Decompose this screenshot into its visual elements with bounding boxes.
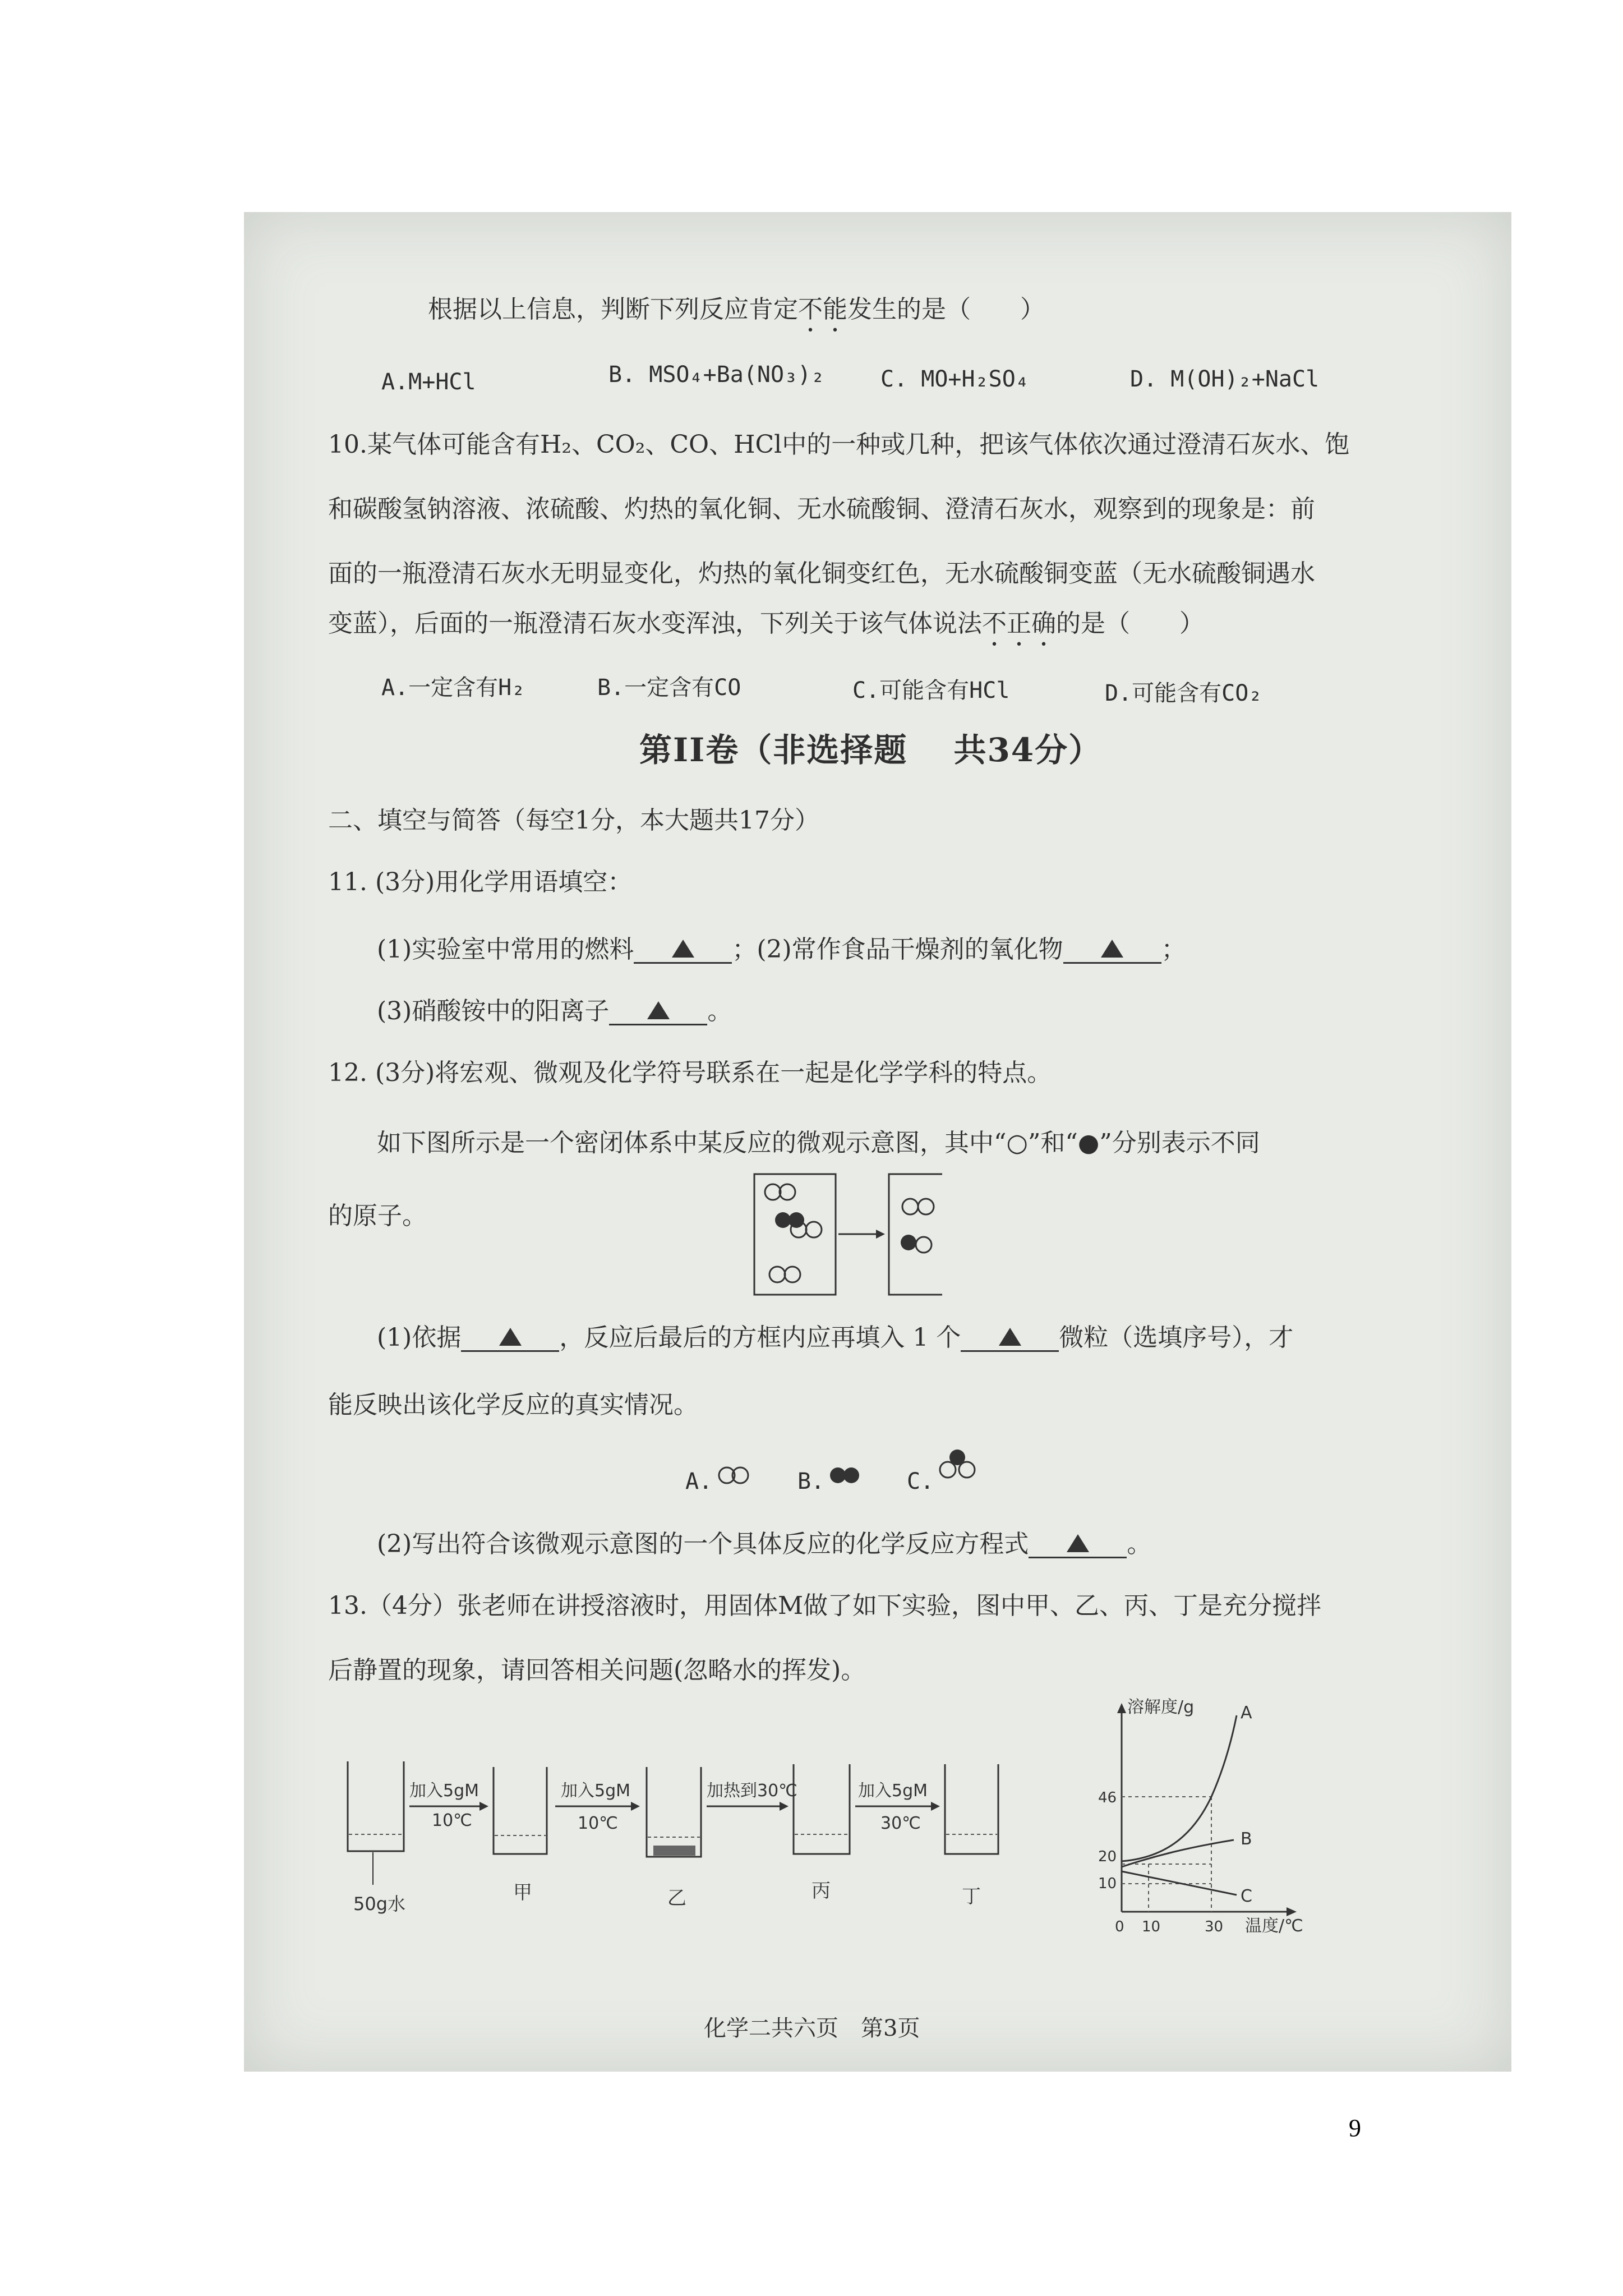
q12-sub1-line2: 能反映出该化学反应的真实情况。: [328, 1391, 698, 1419]
triangle-icon: [999, 1328, 1021, 1346]
q12-sub1: (1)依据 ，反应后最后的方框内应再填入 1 个 微粒（选填序号），才: [377, 1323, 1294, 1352]
q10-line2: 和碳酸氢钠溶液、浓硫酸、灼热的氧化铜、无水硫酸铜、澄清石灰水，观察到的现象是：前: [328, 495, 1315, 523]
q13-line2: 后静置的现象，请回答相关问题(忽略水的挥发)。: [328, 1656, 866, 1685]
solubility-graph: [1088, 1693, 1346, 1940]
y-tick-label: 20: [1098, 1848, 1117, 1865]
q12-sub2: (2)写出符合该微观示意图的一个具体反应的化学反应方程式 。: [377, 1530, 1152, 1558]
beaker-label: 丙: [811, 1880, 831, 1902]
q9-option-a: A.M+HCl: [381, 369, 476, 395]
particle-b-icon: [827, 1464, 862, 1487]
q12-title: 12. (3分)将宏观、微观及化学符号联系在一起是化学学科的特点。: [328, 1059, 1052, 1087]
page-number: 9: [1349, 2114, 1361, 2142]
q10-option-c: C.可能含有HCl: [852, 678, 1010, 703]
y-axis-label: 溶解度/g: [1127, 1697, 1195, 1717]
footer: 化学二共六页 第3页: [704, 2016, 920, 2041]
answer-blank[interactable]: [461, 1326, 559, 1352]
step-label: 加入5gM: [858, 1781, 928, 1801]
triangle-icon: [647, 1001, 670, 1019]
y-tick-label: 46: [1098, 1789, 1117, 1806]
q9-prompt: 根据以上信息，判断下列反应肯定不能发生的是（ ）: [428, 295, 1045, 324]
section-title: 第II卷（非选择题 共34分）: [639, 731, 1103, 769]
answer-blank[interactable]: [961, 1326, 1059, 1352]
curve-label: B: [1241, 1829, 1252, 1849]
q9-option-d: D. M(OH)₂+NaCl: [1130, 366, 1320, 392]
choice-a-label: A.: [685, 1469, 713, 1494]
curve-label: C: [1241, 1887, 1252, 1906]
q10-line4: 变蓝），后面的一瓶澄清石灰水变浑浊，下列关于该气体说法不正确的是（ ）: [328, 609, 1204, 638]
part2-heading: 二、填空与简答（每空1分，本大题共17分）: [328, 806, 819, 835]
y-tick-label: 10: [1098, 1875, 1117, 1892]
choice-c-label: C.: [907, 1469, 934, 1494]
triangle-icon: [499, 1328, 522, 1346]
particle-a-icon: [716, 1464, 751, 1487]
condition-label: 10℃: [432, 1811, 472, 1830]
q9-option-c: C. MO+H₂SO₄: [880, 366, 1029, 392]
answer-blank[interactable]: [609, 999, 707, 1025]
q12-desc: 如下图所示是一个密闭体系中某反应的微观示意图，其中“○”和“●”分别表示不同: [377, 1129, 1260, 1157]
q10-option-b: B.一定含有CO: [597, 675, 741, 701]
q13-line1: 13.（4分）张老师在讲授溶液时，用固体M做了如下实验，图中甲、乙、丙、丁是充分搅拌: [328, 1591, 1322, 1620]
x-tick-label: 0: [1115, 1918, 1124, 1935]
step-label: 加入5gM: [561, 1781, 631, 1801]
triangle-icon: [672, 940, 694, 958]
step-label: 加入5gM: [409, 1781, 479, 1801]
q12-desc2: 的原子。: [328, 1202, 427, 1230]
choice-b-label: B.: [797, 1469, 825, 1494]
x-tick-label: 30: [1205, 1918, 1224, 1935]
q10-option-d: D.可能含有CO₂: [1105, 680, 1262, 706]
step-label: 加热到30℃: [707, 1781, 797, 1801]
x-tick-label: 10: [1142, 1918, 1161, 1935]
micro-reaction-diagram: [751, 1171, 942, 1300]
curve-label: A: [1241, 1703, 1252, 1723]
condition-label: 10℃: [578, 1814, 618, 1833]
q10-line1: 10.某气体可能含有H₂、CO₂、CO、HCl中的一种或几种，把该气体依次通过澄清石灰水、饱: [328, 430, 1350, 459]
q11-line2: (3)硝酸铵中的阳离子 。: [377, 997, 732, 1025]
q10-line3: 面的一瓶澄清石灰水无明显变化，灼热的氧化铜变红色，无水硫酸铜变蓝（无水硫酸铜遇水: [328, 559, 1315, 588]
x-axis-label: 温度/℃: [1245, 1916, 1303, 1936]
beaker-label: 50g水: [353, 1893, 406, 1915]
particle-c-icon: [935, 1446, 980, 1485]
answer-blank[interactable]: [634, 937, 732, 964]
q11-line1: (1)实验室中常用的燃料 ；(2)常作食品干燥剂的氧化物 ；: [377, 935, 1186, 964]
answer-blank[interactable]: [1029, 1532, 1127, 1558]
triangle-icon: [1101, 940, 1123, 958]
beaker-label: 乙: [667, 1887, 686, 1910]
q9-option-b: B. MSO₄+Ba(NO₃)₂: [608, 362, 825, 388]
q10-option-a: A.一定含有H₂: [381, 675, 525, 701]
triangle-icon: [1067, 1534, 1089, 1552]
q11-title: 11. (3分)用化学用语填空：: [328, 868, 633, 896]
beaker-label: 甲: [513, 1881, 532, 1904]
answer-blank[interactable]: [1063, 937, 1161, 964]
condition-label: 30℃: [880, 1814, 921, 1833]
beaker-label: 丁: [962, 1885, 981, 1908]
beaker-experiment-diagram: [339, 1750, 1181, 1930]
scanned-page: [244, 212, 1511, 2072]
